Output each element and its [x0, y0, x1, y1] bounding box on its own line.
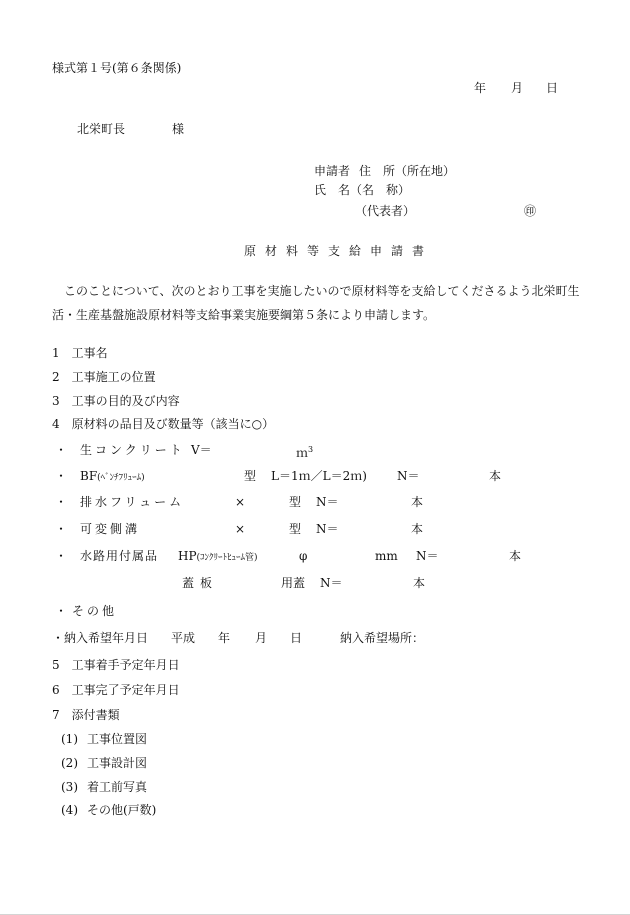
applicant-label: 申請者: [314, 164, 351, 178]
fittings-unit: 本: [509, 549, 522, 563]
delivery-month: 月: [255, 631, 268, 645]
applicant-address-label: 住 所（所在地）: [359, 164, 456, 178]
body-paragraph: [52, 279, 612, 327]
material-bf-name: [80, 468, 145, 486]
applicant-name-label: 氏 名（名 称）: [314, 183, 411, 197]
addressee-name: 北栄町長: [77, 122, 126, 136]
item-construction-location: 2 工事施工の位置: [52, 370, 156, 384]
item-start-date: 5 工事着手予定年月日: [52, 658, 180, 672]
material-drain-name: 排水フリューム: [80, 495, 185, 509]
form-number: 様式第１号(第６条関係): [52, 61, 182, 75]
bullet: ・: [55, 549, 68, 563]
attachment-label: 工事位置図: [87, 732, 148, 746]
bf-lengths: L＝1ｍ／L＝2ｍ): [271, 469, 367, 483]
bf-prefix: BF: [80, 469, 98, 483]
delivery-label: ・納入希望年月日: [52, 631, 149, 645]
fittings-mm: mm: [375, 549, 398, 563]
drain-times: ×: [235, 495, 246, 509]
body-line-2: 活・生産基盤施設原材料等支給事業実施要綱第５条により申請します。: [52, 308, 436, 322]
concrete-unit: [296, 442, 313, 461]
bf-small: (ﾍﾞﾝﾁﾌﾘｭｰﾑ): [97, 473, 145, 483]
drain-n-label: N＝: [316, 495, 339, 509]
variable-unit: 本: [411, 522, 424, 536]
concrete-unit-base: ｍ: [296, 446, 309, 460]
hp-small: (ｺﾝｸﾘｰﾄﾋｭｰﾑ管): [196, 553, 258, 563]
bullet: ・: [55, 604, 68, 618]
attachment-number: (1): [61, 732, 78, 746]
material-other: その他: [72, 604, 118, 618]
item-materials: 4 原材料の品目及び数量等（該当に○）: [52, 417, 275, 431]
drain-unit: 本: [411, 495, 424, 509]
attachment-number: (3): [61, 780, 78, 794]
date-year: 年: [474, 81, 487, 95]
hp-prefix: HP: [178, 549, 197, 563]
material-lid-name: 蓋板: [182, 576, 219, 590]
attachment-number: (4): [61, 803, 78, 817]
date-day: 日: [546, 81, 559, 95]
variable-times: ×: [235, 522, 246, 536]
fittings-hp: [178, 548, 258, 566]
body-line-1: このことについて、次のとおり工事を実施したいので原材料等を支給してくださるよう北栄町生: [64, 284, 580, 298]
lid-n-label: N＝: [320, 576, 343, 590]
attachment-label: 着工前写真: [87, 780, 148, 794]
drain-type-label: 型: [289, 495, 302, 509]
fittings-phi: φ: [299, 549, 308, 563]
concrete-unit-superscript: 3: [308, 445, 314, 454]
attachment-label: 工事設計図: [87, 756, 148, 770]
material-fittings-name: 水路用付属品: [80, 549, 159, 563]
concrete-v-label: V＝: [191, 443, 212, 457]
seal-mark: ㊞: [524, 204, 537, 218]
bullet: ・: [55, 495, 68, 509]
bf-type-label: 型: [244, 469, 257, 483]
lid-unit: 本: [413, 576, 426, 590]
addressee-honorific: 様: [172, 122, 185, 136]
material-concrete-name: 生コンクリート: [80, 443, 185, 457]
document-title: 原材料等支給申請書: [244, 244, 434, 258]
representative-label: （代表者）: [355, 204, 416, 218]
material-variable-name: 可変側溝: [80, 522, 141, 536]
bf-unit: 本: [489, 469, 502, 483]
variable-n-label: N＝: [316, 522, 339, 536]
attachment-number: (2): [61, 756, 78, 770]
delivery-place-label: 納入希望場所：: [340, 631, 425, 645]
bullet: ・: [55, 522, 68, 536]
item-attachments: 7 添付書類: [52, 708, 120, 722]
delivery-day: 日: [290, 631, 303, 645]
bullet: ・: [55, 469, 68, 483]
delivery-year: 年: [218, 631, 231, 645]
item-completion-date: 6 工事完了予定年月日: [52, 683, 180, 697]
variable-type-label: 型: [289, 522, 302, 536]
fittings-n-label: N＝: [416, 549, 439, 563]
item-construction-purpose: 3 工事の目的及び内容: [52, 394, 180, 408]
date-month: 月: [511, 81, 524, 95]
bf-n-label: N＝: [397, 469, 420, 483]
bullet: ・: [55, 443, 68, 457]
lid-cover: 用蓋: [281, 576, 306, 590]
attachment-label: その他(戸数): [87, 803, 157, 817]
delivery-era: 平成: [171, 631, 196, 645]
item-construction-name: 1 工事名: [52, 346, 108, 360]
